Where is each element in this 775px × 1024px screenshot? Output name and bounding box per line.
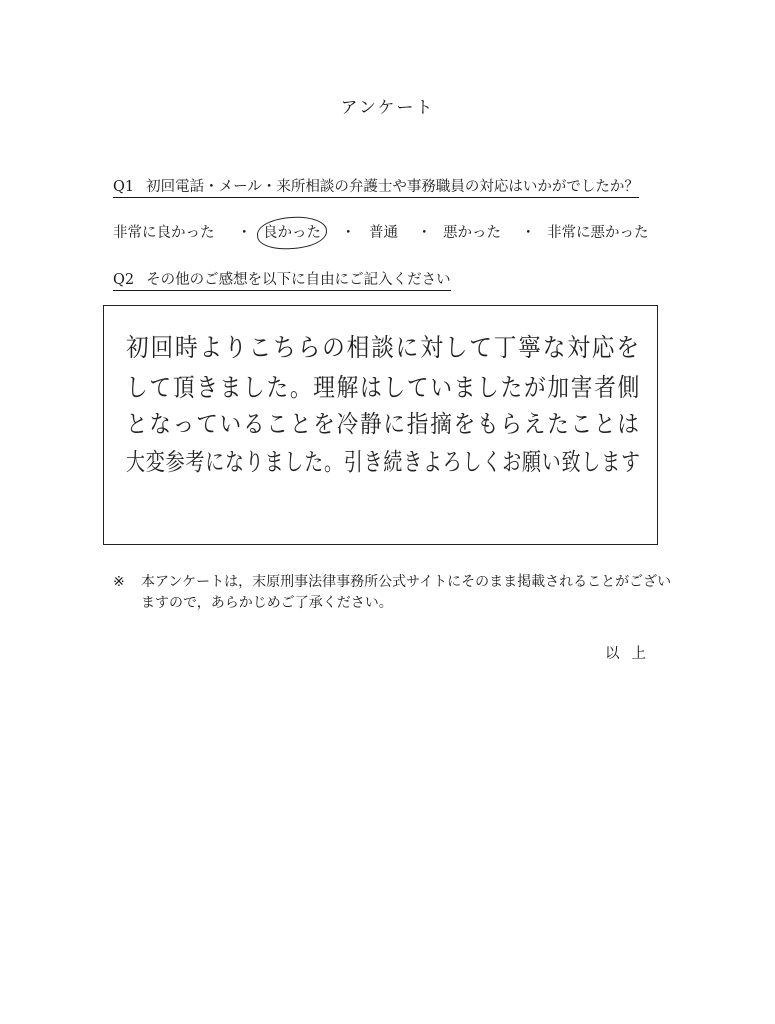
choice-separator: ・: [237, 225, 252, 241]
handwritten-line-1: 初回時よりこちらの相談に対して丁寧な対応を: [126, 333, 641, 362]
selected-circle-mark: [256, 215, 328, 251]
choice-average: 普通: [369, 225, 398, 241]
handwritten-line-2: して頂きました。理解はしていましたが加害者側: [126, 373, 642, 402]
choice-very-good: 非常に良かった: [113, 225, 215, 241]
question-2-number: Q2: [113, 272, 135, 288]
question-1-number: Q1: [113, 179, 135, 195]
choice-good-label: 良かった: [263, 225, 321, 241]
publication-notice-text: 本アンケートは，末原刑事法律事務所公式サイトにそのまま掲載されることがございますので，あらかじめご了承ください。: [141, 574, 672, 611]
handwritten-line-4: 大変参考になりました。引き続きよろしくお願い致します: [126, 448, 641, 476]
choice-separator: ・: [417, 225, 432, 241]
choice-very-bad: 非常に悪かった: [547, 225, 649, 241]
choice-good: [263, 224, 321, 242]
handwritten-line-3: となっていることを冷静に指摘をもらえたことは: [126, 410, 641, 438]
publication-notice: [113, 572, 673, 614]
choice-separator: ・: [521, 225, 536, 241]
page-title: アンケート: [340, 98, 435, 118]
closing-mark: 以上: [605, 646, 658, 662]
free-comment-box: [103, 305, 658, 545]
question-1: [113, 178, 639, 198]
reference-mark: ※: [113, 574, 125, 590]
question-1-text: 初回電話・メール・来所相談の弁護士や事務職員の対応はいかがでしたか？: [146, 179, 639, 195]
question-2-text: その他のご感想を以下に自由にご記入ください: [146, 272, 451, 288]
choice-separator: ・: [341, 225, 356, 241]
choice-bad: 悪かった: [443, 225, 501, 241]
question-2: [113, 271, 451, 291]
